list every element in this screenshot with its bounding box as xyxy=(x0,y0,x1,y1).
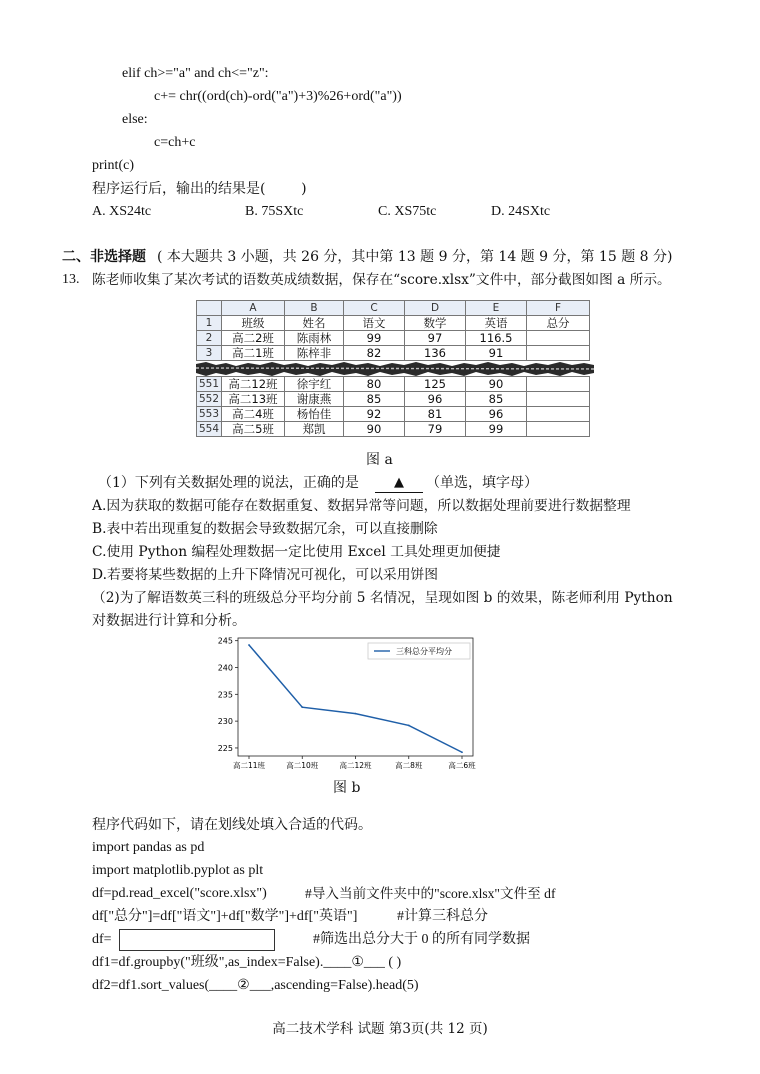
cell: 郑凯 xyxy=(285,422,344,437)
line-chart xyxy=(218,634,480,770)
chart-legend xyxy=(368,643,470,659)
col-letter: C xyxy=(344,301,405,316)
data-point xyxy=(461,751,463,753)
cell: 90 xyxy=(466,377,527,392)
cell: 136 xyxy=(405,346,466,361)
sub-question-2: （2)为了解语数英三科的班级总分平均分前 5 名情况，呈现如图 b 的效果，陈老师利用 Python xyxy=(92,590,673,606)
question-prompt: 程序运行后，输出的结果是( ) xyxy=(92,181,307,197)
cell: 高二12班 xyxy=(222,377,285,392)
section-desc: ( 本大题共 3 小题，共 26 分，其中第 13 题 9 分，第 14 题 9 分，第 15 题 8 分) xyxy=(157,249,673,265)
option-a: A.因为获取的数据可能存在数据重复、数据异常等问题，所以数据处理前要进行数据整理 xyxy=(92,498,631,514)
header-cell: 总分 xyxy=(527,316,590,331)
cell: 116.5 xyxy=(466,331,527,346)
section-heading: 二、非选择题 xyxy=(62,249,146,265)
header-cell: 语文 xyxy=(344,316,405,331)
option-d: D. 24SXtc xyxy=(491,204,551,219)
data-point xyxy=(248,644,250,646)
figure-caption: 图 a xyxy=(366,452,393,468)
code-line: df=pd.read_excel("score.xlsx") xyxy=(92,886,267,901)
code-line: elif ch>="a" and ch<="z": xyxy=(122,66,269,81)
cell: 陈雨林 xyxy=(285,331,344,346)
cell xyxy=(527,346,590,361)
header-cell: 数学 xyxy=(405,316,466,331)
cell: 陈梓非 xyxy=(285,346,344,361)
answer-input-box[interactable] xyxy=(119,929,275,951)
question-intro: 陈老师收集了某次考试的语数英成绩数据，保存在“score.xlsx”文件中，部分截图如图 a 所示。 xyxy=(92,272,671,288)
code-line: c=ch+c xyxy=(154,135,196,150)
cell: 125 xyxy=(405,377,466,392)
y-tick-label: 225 xyxy=(218,743,233,753)
cell: 杨怡佳 xyxy=(285,407,344,422)
header-cell: 英语 xyxy=(466,316,527,331)
cell xyxy=(527,331,590,346)
answer-blank: ▲ xyxy=(375,474,423,493)
header-cell: 班级 xyxy=(222,316,285,331)
cell: 90 xyxy=(344,422,405,437)
option-d: D.若要将某些数据的上升下降情况可视化，可以采用饼图 xyxy=(92,567,439,583)
code-intro: 程序代码如下，请在划线处填入合适的代码。 xyxy=(92,817,372,833)
option-b: B. 75SXtc xyxy=(245,204,304,219)
table-row xyxy=(197,377,590,392)
row-number: 553 xyxy=(197,407,222,422)
cell xyxy=(527,422,590,437)
table-row xyxy=(197,331,590,346)
row-number: 2 xyxy=(197,331,222,346)
col-letter: F xyxy=(527,301,590,316)
code-line: df2=df1.sort_values(____②___,ascending=False).head(5) xyxy=(92,978,419,993)
data-point xyxy=(408,725,410,727)
cell: 81 xyxy=(405,407,466,422)
option-b: B.表中若出现重复的数据会导致数据冗余，可以直接删除 xyxy=(92,521,438,537)
sub-question-1-tail: （单选，填字母） xyxy=(426,475,538,491)
code-comment: #导入当前文件夹中的"score.xlsx"文件至 df xyxy=(305,886,556,901)
cell: 99 xyxy=(466,422,527,437)
code-line: df["总分"]=df["语文"]+df["数学"]+df["英语"] xyxy=(92,909,358,924)
series-line xyxy=(249,645,462,752)
y-tick-label: 245 xyxy=(218,636,233,646)
cell: 80 xyxy=(344,377,405,392)
header-cell: 姓名 xyxy=(285,316,344,331)
code-comment: #计算三科总分 xyxy=(397,909,488,924)
table-row xyxy=(197,422,590,437)
cell: 91 xyxy=(466,346,527,361)
cell: 97 xyxy=(405,331,466,346)
page-footer: 高二技术学科 试题 第3页(共 12 页) xyxy=(272,1021,488,1037)
code-line: df= xyxy=(92,932,112,947)
code-line: import matplotlib.pyplot as plt xyxy=(92,863,264,878)
cell: 85 xyxy=(344,392,405,407)
row-number: 1 xyxy=(197,316,222,331)
cell: 高二4班 xyxy=(222,407,285,422)
cell: 高二2班 xyxy=(222,331,285,346)
x-tick-label: 高二11班 xyxy=(232,761,266,770)
cell: 96 xyxy=(405,392,466,407)
option-a: A. XS24tc xyxy=(92,204,152,219)
code-line: else: xyxy=(122,112,148,127)
table-row xyxy=(197,407,590,422)
code-line: import pandas as pd xyxy=(92,840,205,855)
table-row xyxy=(197,346,590,361)
cell xyxy=(527,407,590,422)
cell: 高二5班 xyxy=(222,422,285,437)
col-letter: B xyxy=(285,301,344,316)
cell: 96 xyxy=(466,407,527,422)
cell xyxy=(527,377,590,392)
question-number: 13. xyxy=(62,272,80,287)
x-tick-label: 高二8班 xyxy=(395,761,423,770)
torn-edge-separator xyxy=(196,361,594,377)
cell: 徐宇红 xyxy=(285,377,344,392)
row-number: 551 xyxy=(197,377,222,392)
data-point xyxy=(355,713,357,715)
cell xyxy=(527,392,590,407)
x-tick-label: 高二10班 xyxy=(286,761,319,770)
row-number: 552 xyxy=(197,392,222,407)
row-number: 554 xyxy=(197,422,222,437)
sub-question-1: （1）下列有关数据处理的说法，正确的是 xyxy=(98,475,359,491)
cell: 99 xyxy=(344,331,405,346)
x-tick-label: 高二6班 xyxy=(448,761,476,770)
code-line: c+= chr((ord(ch)-ord("a")+3)%26+ord("a")) xyxy=(154,89,402,104)
figure-caption: 图 b xyxy=(333,780,361,796)
cell: 92 xyxy=(344,407,405,422)
table-row xyxy=(197,392,590,407)
y-tick-label: 235 xyxy=(218,690,233,700)
col-letter: D xyxy=(405,301,466,316)
col-letter: A xyxy=(222,301,285,316)
cell: 高二13班 xyxy=(222,392,285,407)
col-letter: E xyxy=(466,301,527,316)
cell: 85 xyxy=(466,392,527,407)
cell: 79 xyxy=(405,422,466,437)
option-c: C. XS75tc xyxy=(378,204,437,219)
code-comment: #筛选出总分大于 0 的所有同学数据 xyxy=(313,932,530,947)
x-tick-label: 高二12班 xyxy=(339,761,372,770)
data-point xyxy=(301,706,303,708)
code-line: print(c) xyxy=(92,158,134,173)
cell: 谢康燕 xyxy=(285,392,344,407)
cell: 高二1班 xyxy=(222,346,285,361)
y-tick-label: 240 xyxy=(218,663,233,673)
option-c: C.使用 Python 编程处理数据一定比使用 Excel 工具处理更加便捷 xyxy=(92,544,501,560)
sub-question-2-cont: 对数据进行计算和分析。 xyxy=(92,613,246,629)
code-line: df1=df.groupby("班级",as_index=False).____①___ ( ) xyxy=(92,955,402,970)
y-tick-label: 230 xyxy=(218,717,233,727)
row-number: 3 xyxy=(197,346,222,361)
cell: 82 xyxy=(344,346,405,361)
legend-label: 三科总分平均分 xyxy=(396,647,452,656)
